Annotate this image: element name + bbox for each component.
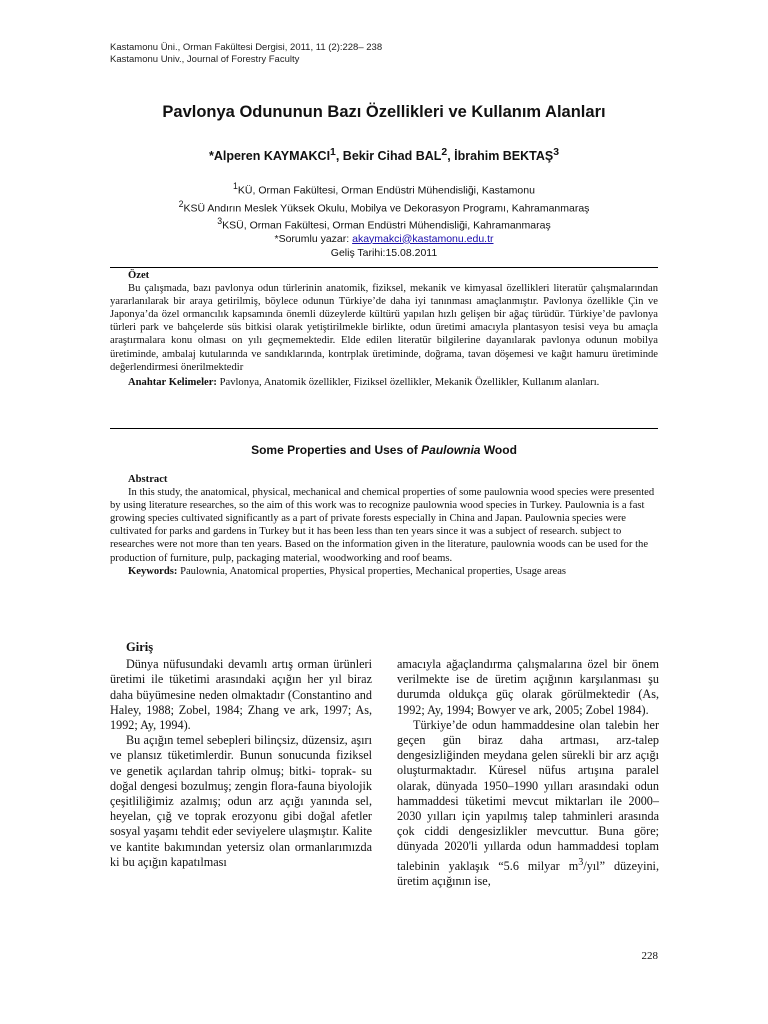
page-number: 228 bbox=[641, 950, 658, 962]
divider-top bbox=[110, 267, 658, 268]
ozet-keywords bbox=[110, 376, 658, 389]
english-title bbox=[0, 443, 768, 457]
abstract-block bbox=[110, 473, 658, 578]
corresponding-email-link[interactable]: akaymakci@kastamonu.edu.tr bbox=[352, 232, 494, 245]
abstract-text: In this study, the anatomical, physical, mechanical and chemical properties of some paulownia wood species were presented by using literature researches, so the aim of this work was to recognize paulownia wood species in Turkey. Paulownia is a fast growing species cultivated significantly as a part of private forests especially in China and Japan. Paulownia species were cultivated for parks and gardens in Turkey but it has been less than ten years since it was a subject of research. subject to researches were not more than ten years. Based on the information given in the literature, paulownia woods can be used for the production of furniture, pulp, packaging material, woodworking and roof beams. bbox=[110, 487, 655, 564]
author-1: *Alperen KAYMAKCI bbox=[208, 149, 331, 164]
author-2-affil: 2 bbox=[441, 147, 448, 158]
section-heading-giris: Giriş bbox=[126, 640, 154, 654]
author-1-affil: 1 bbox=[330, 147, 336, 158]
author-3-affil: 3 bbox=[553, 147, 560, 158]
body-paragraph-3: amacıyla ağaçlandırma çalışmalarına özel bir önem verilmekte ise de üretim açığının karşılanması şu durumda oldukça güç olarak görülmektedir (As, 1992; Ay, 1994; Bowyer ve ark, 2005; Zobel 1984). bbox=[397, 657, 659, 717]
affiliation-1 bbox=[0, 180, 768, 198]
body-left-column bbox=[110, 640, 372, 870]
english-title-italic: Paulownia bbox=[421, 443, 481, 457]
affiliation-3 bbox=[0, 215, 768, 233]
ozet-text: Bu çalışmada, bazı pavlonya odun türlerinin anatomik, fiziksel, mekanik ve kimyasal özellikleri literatür çalışmalarından yararlanılarak bir araya getirilmiş, böylece odunun Türkiye’de daha iyi tanınması amaçlanmıştır. Pavlonya özellikle Çin ve Japonya’da özel ormancılık kapsamında önemli düzeylerde kültürü yapılan hızlı gelişen bir ağaç türüdür. Türkiye’de pavlonya türleri park ve bahçelerde süs bitkisi olarak yetiştirilmekle birlikte, odun üretimi amacıyla plantasyon tesisi veya bu amaçla araştırmalara konu olması on yılı geçmemektedir. Elde edilen literatür bilgilerine dayanılarak pavlonya odunun mobilya üretiminde, ambalaj kutularında ve sandıklarında, kontrplak üretiminde, doğrama, tavan döşemesi ve kağıt hamuru üretiminde değerlendirmesi önerilmektedir bbox=[110, 283, 658, 373]
received-date: Geliş Tarihi:15.08.2011 bbox=[330, 247, 438, 259]
journal-line-en: Kastamonu Univ., Journal of Forestry Faculty bbox=[110, 54, 300, 65]
affiliation-2-text: KSÜ Andırın Meslek Yüksek Okulu, Mobilya ve Dekorasyon Programı, Kahramanmaraş bbox=[183, 202, 590, 214]
abstract-heading: Abstract bbox=[128, 474, 168, 485]
ozet-heading: Özet bbox=[128, 270, 150, 281]
body-paragraph-4-b: /yıl” düzeyini, üretim açığının ise, bbox=[397, 858, 659, 888]
corresponding-label: *Sorumlu yazar: bbox=[274, 232, 353, 245]
body-paragraph-2: Bu açığın temel sebepleri bilinçsiz, düzensiz, aşırı ve plansız tüketimlerdir. Bunun sonucunda fiziksel ve genetik açılardan tahrip olmuş; bitki- toprak- su doğal dengesi bozulmuş; zengin flora-fauna biyolojik çeşitliliğimiz azalmış; odun arz açığı yanında sel, heyelan, çığ ve toprak erozyonu gibi doğal afetler sosyal yaşamı tehdit eder seviyelere ulaşmıştır. Kalite ve kantite bakımından yetersiz olan ormanlarımızda ki bu açığın kapatılması bbox=[110, 733, 372, 869]
ozet-block bbox=[110, 269, 658, 389]
abstract-keywords-label: Keywords: bbox=[128, 565, 178, 577]
affiliation-1-text: KÜ, Orman Fakültesi, Orman Endüstri Mühendisliği, Kastamonu bbox=[237, 184, 535, 197]
abstract-keywords bbox=[110, 565, 658, 578]
ozet-keywords-label: Anahtar Kelimeler: bbox=[128, 376, 217, 388]
body-paragraph-4 bbox=[397, 718, 659, 889]
paper-title: Pavlonya Odununun Bazı Özellikleri ve Kullanım Alanları bbox=[162, 103, 606, 121]
affiliation-3-text: KSÜ, Orman Fakültesi, Orman Endüstri Mühendisliği, Kahramanmaraş bbox=[222, 219, 551, 232]
corresponding-author bbox=[0, 233, 768, 246]
english-title-post: Wood bbox=[480, 443, 517, 457]
affiliation-1-sup: 1 bbox=[233, 181, 238, 191]
affiliation-2-sup: 2 bbox=[178, 198, 184, 209]
body-paragraph-4-a: Türkiye’de odun hammaddesine olan talebin her geçen gün biraz daha artması, arz-talep dengesizliğinden meydana gelen sürekli bir arz açığı oluşturmaktadır. Küresel nüfus artışına paralel olarak, dünyada 1950–1990 yılları arasındaki odun hammaddesi tüketimi mevcut miktarları ile 2000–2030 yılları için yapılmış talep tahminleri arasında çok ciddi dengesizlikler mevcuttur. Buna göre; dünyada 2020'li yıllarda odun hammaddesi toplam talebinin yaklaşık “5.6 milyar m bbox=[397, 717, 659, 873]
body-paragraph-1: Dünya nüfusundaki devamlı artış orman ürünleri üretimi ile tüketimi arasındaki açığın her yıl biraz daha büyümesine neden olmaktadır (Constantino and Haley, 1988; Zobel, 1984; Zhang ve ark, 1997; As, 1992; Ay, 1994). bbox=[110, 657, 372, 733]
divider-bottom bbox=[110, 428, 658, 429]
body-paragraph-4-sup: 3 bbox=[578, 856, 584, 868]
journal-line-tr: Kastamonu Üni., Orman Fakültesi Dergisi, 2011, 11 (2):228– 238 bbox=[110, 42, 383, 53]
abstract-keywords-text: Paulownia, Anatomical properties, Physical properties, Mechanical properties, Usage areas bbox=[177, 565, 567, 577]
affiliations bbox=[0, 180, 768, 246]
journal-header bbox=[110, 42, 382, 66]
affiliation-3-sup: 3 bbox=[217, 216, 223, 226]
author-2: , Bekir Cihad BAL bbox=[335, 149, 442, 164]
body-right-column bbox=[397, 657, 659, 889]
affiliation-2 bbox=[0, 198, 768, 216]
english-title-pre: Some Properties and Uses of bbox=[251, 443, 422, 457]
author-3: , İbrahim BEKTAŞ bbox=[447, 149, 554, 164]
author-list bbox=[0, 147, 768, 163]
ozet-keywords-text: Pavlonya, Anatomik özellikler, Fiziksel özellikler, Mekanik Özellikler, Kullanım alanları. bbox=[216, 376, 600, 388]
